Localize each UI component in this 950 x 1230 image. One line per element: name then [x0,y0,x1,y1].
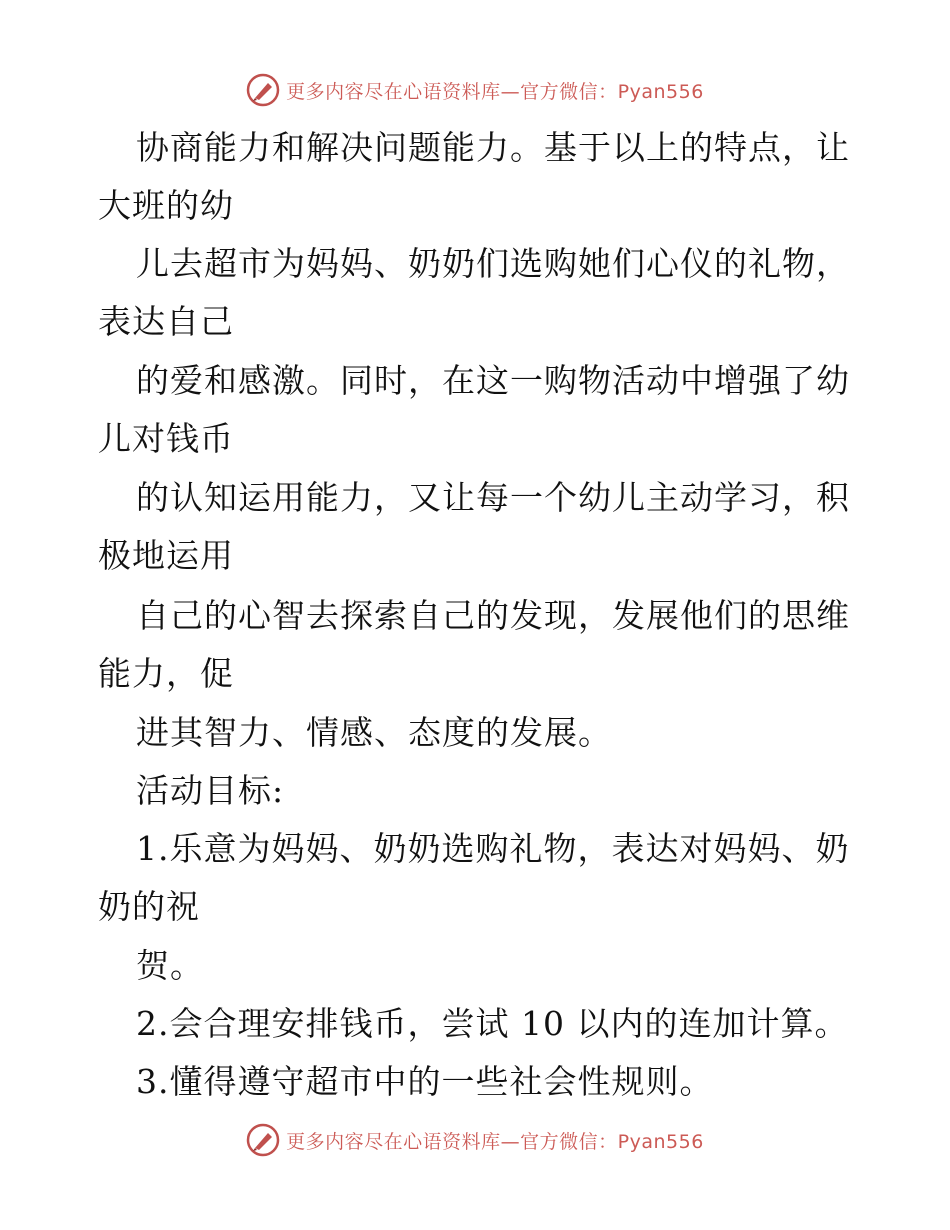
text-line: 儿对钱币 [98,419,234,458]
footer-banner-text: 更多内容尽在心语资料库—官方微信：Pyan556 [286,1130,704,1153]
text-line: 进其智力、情感、态度的发展。 [136,713,612,752]
footer-banner [0,1120,950,1160]
text-line: 能力，促 [98,654,234,693]
text-line: 大班的幼 [98,186,234,225]
list-item: 1.乐意为妈妈、奶奶选购礼物，表达对妈妈、奶 [136,829,850,868]
text-line: 儿去超市为妈妈、奶奶们选购她们心仪的礼物， [136,244,850,283]
text-line: 极地运用 [98,536,234,575]
text-line: 的爱和感激。同时，在这一购物活动中增强了幼 [136,361,850,400]
text-line: 自己的心智去探索自己的发现，发展他们的思维 [136,596,850,635]
text-line: 协商能力和解决问题能力。基于以上的特点，让 [136,128,850,167]
header-banner-text: 更多内容尽在心语资料库—官方微信：Pyan556 [286,80,704,103]
text-line: 贺。 [136,946,204,985]
list-item: 3.懂得遵守超市中的一些社会性规则。 [136,1062,714,1101]
pen-nib-logo-icon [246,1123,280,1157]
list-item: 2.会合理安排钱币，尝试 10 以内的连加计算。 [136,1004,849,1043]
text-line: 表达自己 [98,302,234,341]
text-line: 奶的祝 [98,887,200,926]
text-line: 的认知运用能力，又让每一个幼儿主动学习，积 [136,478,850,517]
section-heading: 活动目标: [136,771,285,810]
